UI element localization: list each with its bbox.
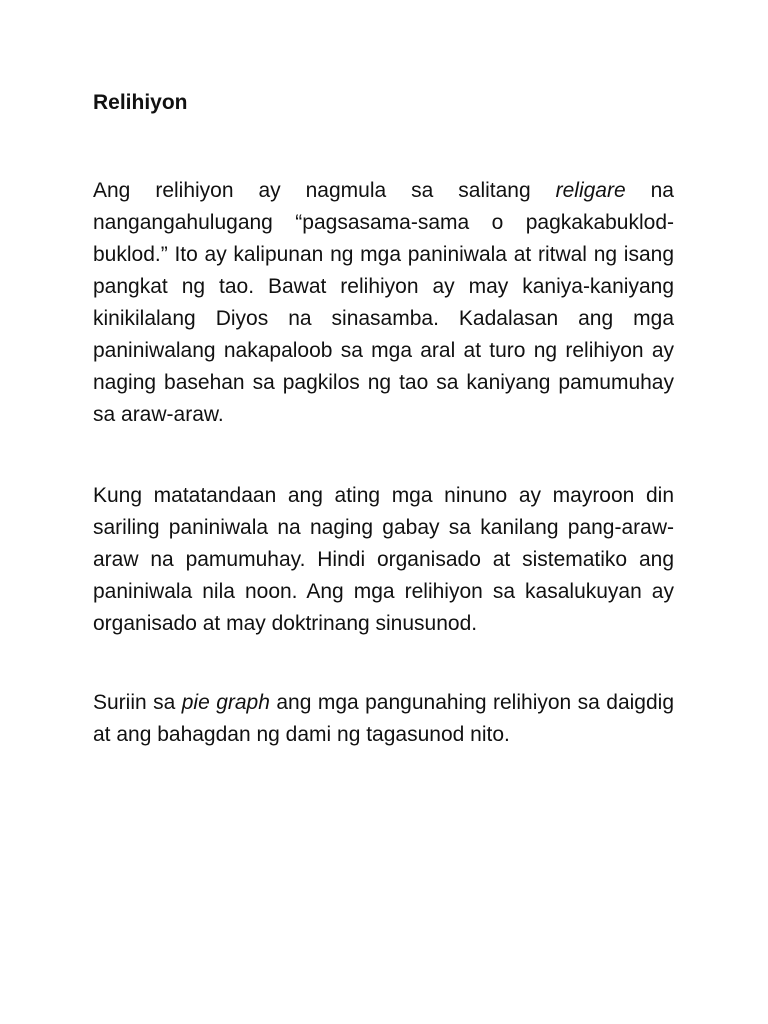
paragraph3-italic-term: pie graph bbox=[181, 691, 270, 714]
document-title: Relihiyon bbox=[93, 91, 188, 114]
paragraph-ancestors-beliefs: Kung matatandaan ang ating mga ninuno ay mayroon din sariling paniniwala na naging gabay sa kanilang pang-araw-araw na pamumuhay. Hindi organisado at sistematiko ang paniniwala nila noon. Ang mga relihiyon sa kasalukuyan ay organisado at may doktrinang sinusunod. bbox=[93, 484, 674, 635]
paragraph3-text-start: Suriin sa bbox=[93, 691, 182, 714]
paragraph-pie-graph-instruction bbox=[93, 687, 674, 751]
paragraph1-italic-term: religare bbox=[555, 179, 626, 202]
paragraph-religion-definition bbox=[93, 175, 674, 431]
paragraph3-text-end: ang mga pangunahing relihiyon sa daigdig at ang bahagdan ng dami ng tagasunod nito. bbox=[93, 691, 674, 746]
paragraph1-text-start: Ang relihiyon ay nagmula sa salitang bbox=[93, 179, 556, 202]
paragraph1-text-end: na nangangahulugang “pagsasama-sama o pagkakabuklod-buklod.” Ito ay kalipunan ng mga paniniwala at ritwal ng isang pangkat ng tao. Bawat relihiyon ay may kaniya-kaniyang kinikilalang Diyos na sinasamba. Kadalasan ang mga paniniwalang nakapaloob sa mga aral at turo ng relihiyon ay naging basehan sa pagkilos ng tao sa kaniyang pamumuhay sa araw-araw. bbox=[93, 179, 674, 426]
document-page bbox=[93, 84, 674, 800]
